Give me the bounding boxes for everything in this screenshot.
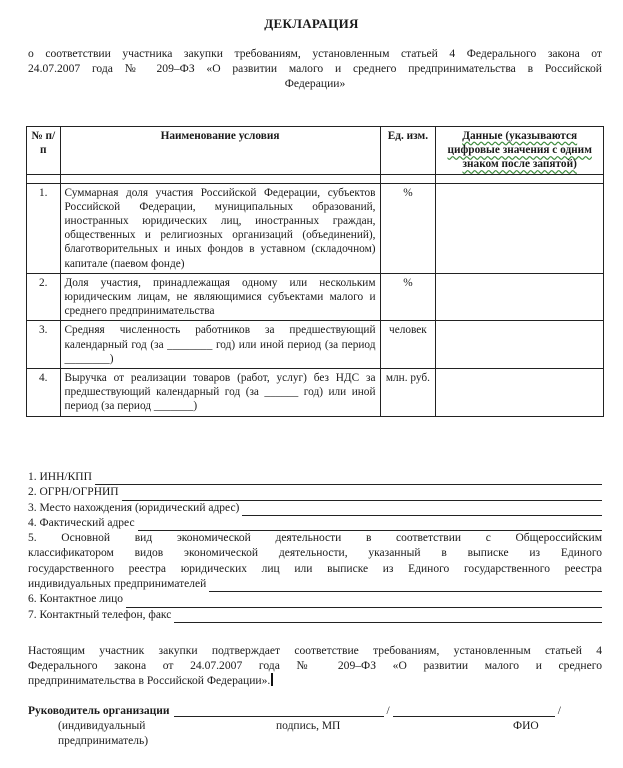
- signature-captions: [28, 719, 602, 753]
- header-data: Данные (указываются цифровые значения с одним знаком после запятой): [436, 127, 604, 175]
- confirmation-paragraph: [28, 643, 602, 688]
- field-label: 3. Место нахождения (юридический адрес): [28, 501, 240, 514]
- header-name: Наименование условия: [60, 127, 380, 175]
- row-num: 1.: [27, 183, 61, 273]
- row-num: 4.: [27, 369, 61, 417]
- signature-input-line[interactable]: [174, 705, 384, 717]
- field-contact-person: [28, 592, 602, 607]
- table-row: [27, 183, 604, 273]
- row-num: 3.: [27, 321, 61, 369]
- spacer-row: [27, 174, 604, 183]
- activity-line-2: классификатором видов экономической деятельности, указанный в выписке из Единого: [28, 547, 602, 560]
- text-cursor: [271, 673, 273, 686]
- row-data-cell[interactable]: [436, 321, 604, 369]
- confirm-line-3: предпринимательства в Российской Федерации».: [28, 674, 271, 687]
- row-data-cell[interactable]: [436, 369, 604, 417]
- row-unit: %: [380, 273, 436, 321]
- phone-fax-input-line[interactable]: [174, 611, 602, 623]
- caption-role: (индивидуальный предприниматель): [58, 720, 149, 747]
- row-name: Средняя численность работников за предшествующий календарный год (за ________ год) или иной период (за период ________): [60, 321, 380, 369]
- row-data-cell[interactable]: [436, 183, 604, 273]
- row-unit: человек: [380, 321, 436, 369]
- field-phone-fax: [28, 608, 602, 623]
- field-label: 4. Фактический адрес: [28, 516, 135, 529]
- intro-line-1: о соответствии участника закупки требованиям, установленным статьей 4 Федерального закона от: [28, 47, 602, 60]
- caption-fio: ФИО: [513, 720, 539, 732]
- confirm-line-1: Настоящим участник закупки подтверждает соответствие требованиям, установленным статьей 4: [28, 644, 602, 657]
- row-name: Суммарная доля участия Российской Федерации, субъектов Российской Федерации, муниципальных образований, иностранных юридических лиц, иностранных граждан, общественных и религиозных организаций (объединений), благотворительных и иных фондов в уставном (складочном) капитале (паевом фонде): [60, 183, 380, 273]
- field-label: 2. ОГРН/ОГРНИП: [28, 486, 119, 499]
- field-legal-address: [28, 501, 602, 516]
- intro-line-2: 24.07.2007 года № 209–ФЗ «О развитии малого и среднего предпринимательства в Российской: [28, 62, 602, 75]
- contact-person-input-line[interactable]: [126, 596, 602, 608]
- table-row: [27, 369, 604, 417]
- legal-address-input-line[interactable]: [242, 504, 602, 516]
- activity-line-1: 5. Основной вид экономической деятельности в соответствии с Общероссийским: [28, 532, 602, 545]
- row-data-cell[interactable]: [436, 273, 604, 321]
- field-ogrn: [28, 485, 602, 500]
- header-unit: Ед. изм.: [380, 127, 436, 175]
- intro-paragraph: [28, 46, 602, 91]
- table-row: [27, 273, 604, 321]
- field-label: индивидуальных предпринимателей: [28, 578, 207, 591]
- document-title: ДЕКЛАРАЦИЯ: [264, 16, 359, 31]
- inn-kpp-input-line[interactable]: [95, 473, 602, 485]
- row-name: Доля участия, принадлежащая одному или нескольким юридическим лицам, не являющимися субъектами малого и среднего предпринимательства: [60, 273, 380, 321]
- activity-input-line[interactable]: [209, 580, 602, 592]
- ogrn-input-line[interactable]: [122, 489, 602, 501]
- row-unit: млн. руб.: [380, 369, 436, 417]
- caption-sign: подпись, МП: [276, 720, 341, 732]
- header-num: № п/п: [27, 127, 61, 175]
- table-row: [27, 321, 604, 369]
- field-inn-kpp: [28, 470, 602, 485]
- activity-line-4-row: [28, 577, 602, 592]
- row-unit: %: [380, 183, 436, 273]
- signature-head-label: Руководитель организации: [28, 705, 170, 717]
- field-label: 7. Контактный телефон, факс: [28, 608, 172, 621]
- row-num: 2.: [27, 273, 61, 321]
- requisites-section: [28, 470, 602, 623]
- field-label: 6. Контактное лицо: [28, 593, 124, 606]
- slash-separator: /: [386, 705, 390, 717]
- conditions-table: [26, 126, 604, 417]
- fio-input-line[interactable]: [393, 705, 555, 717]
- activity-line-3: государственного реестра юридических лиц или выписке из Единого государственного реестра: [28, 562, 602, 575]
- confirm-line-2: Федерального закона от 24.07.2007 года № 209–ФЗ «О развитии малого и среднего: [28, 659, 602, 672]
- actual-address-input-line[interactable]: [138, 519, 602, 531]
- field-label: 1. ИНН/КПП: [28, 471, 92, 483]
- field-actual-address: [28, 516, 602, 531]
- intro-line-3: Федерации»: [284, 77, 346, 90]
- slash-separator: /: [557, 705, 561, 717]
- signature-row: [28, 705, 602, 717]
- signature-block: [28, 705, 602, 753]
- table-header-row: [27, 127, 604, 175]
- field-activity-type: [28, 531, 602, 592]
- row-name: Выручка от реализации товаров (работ, услуг) без НДС за предшествующий календарный год (за ______ год) или иной период (за период _______): [60, 369, 380, 417]
